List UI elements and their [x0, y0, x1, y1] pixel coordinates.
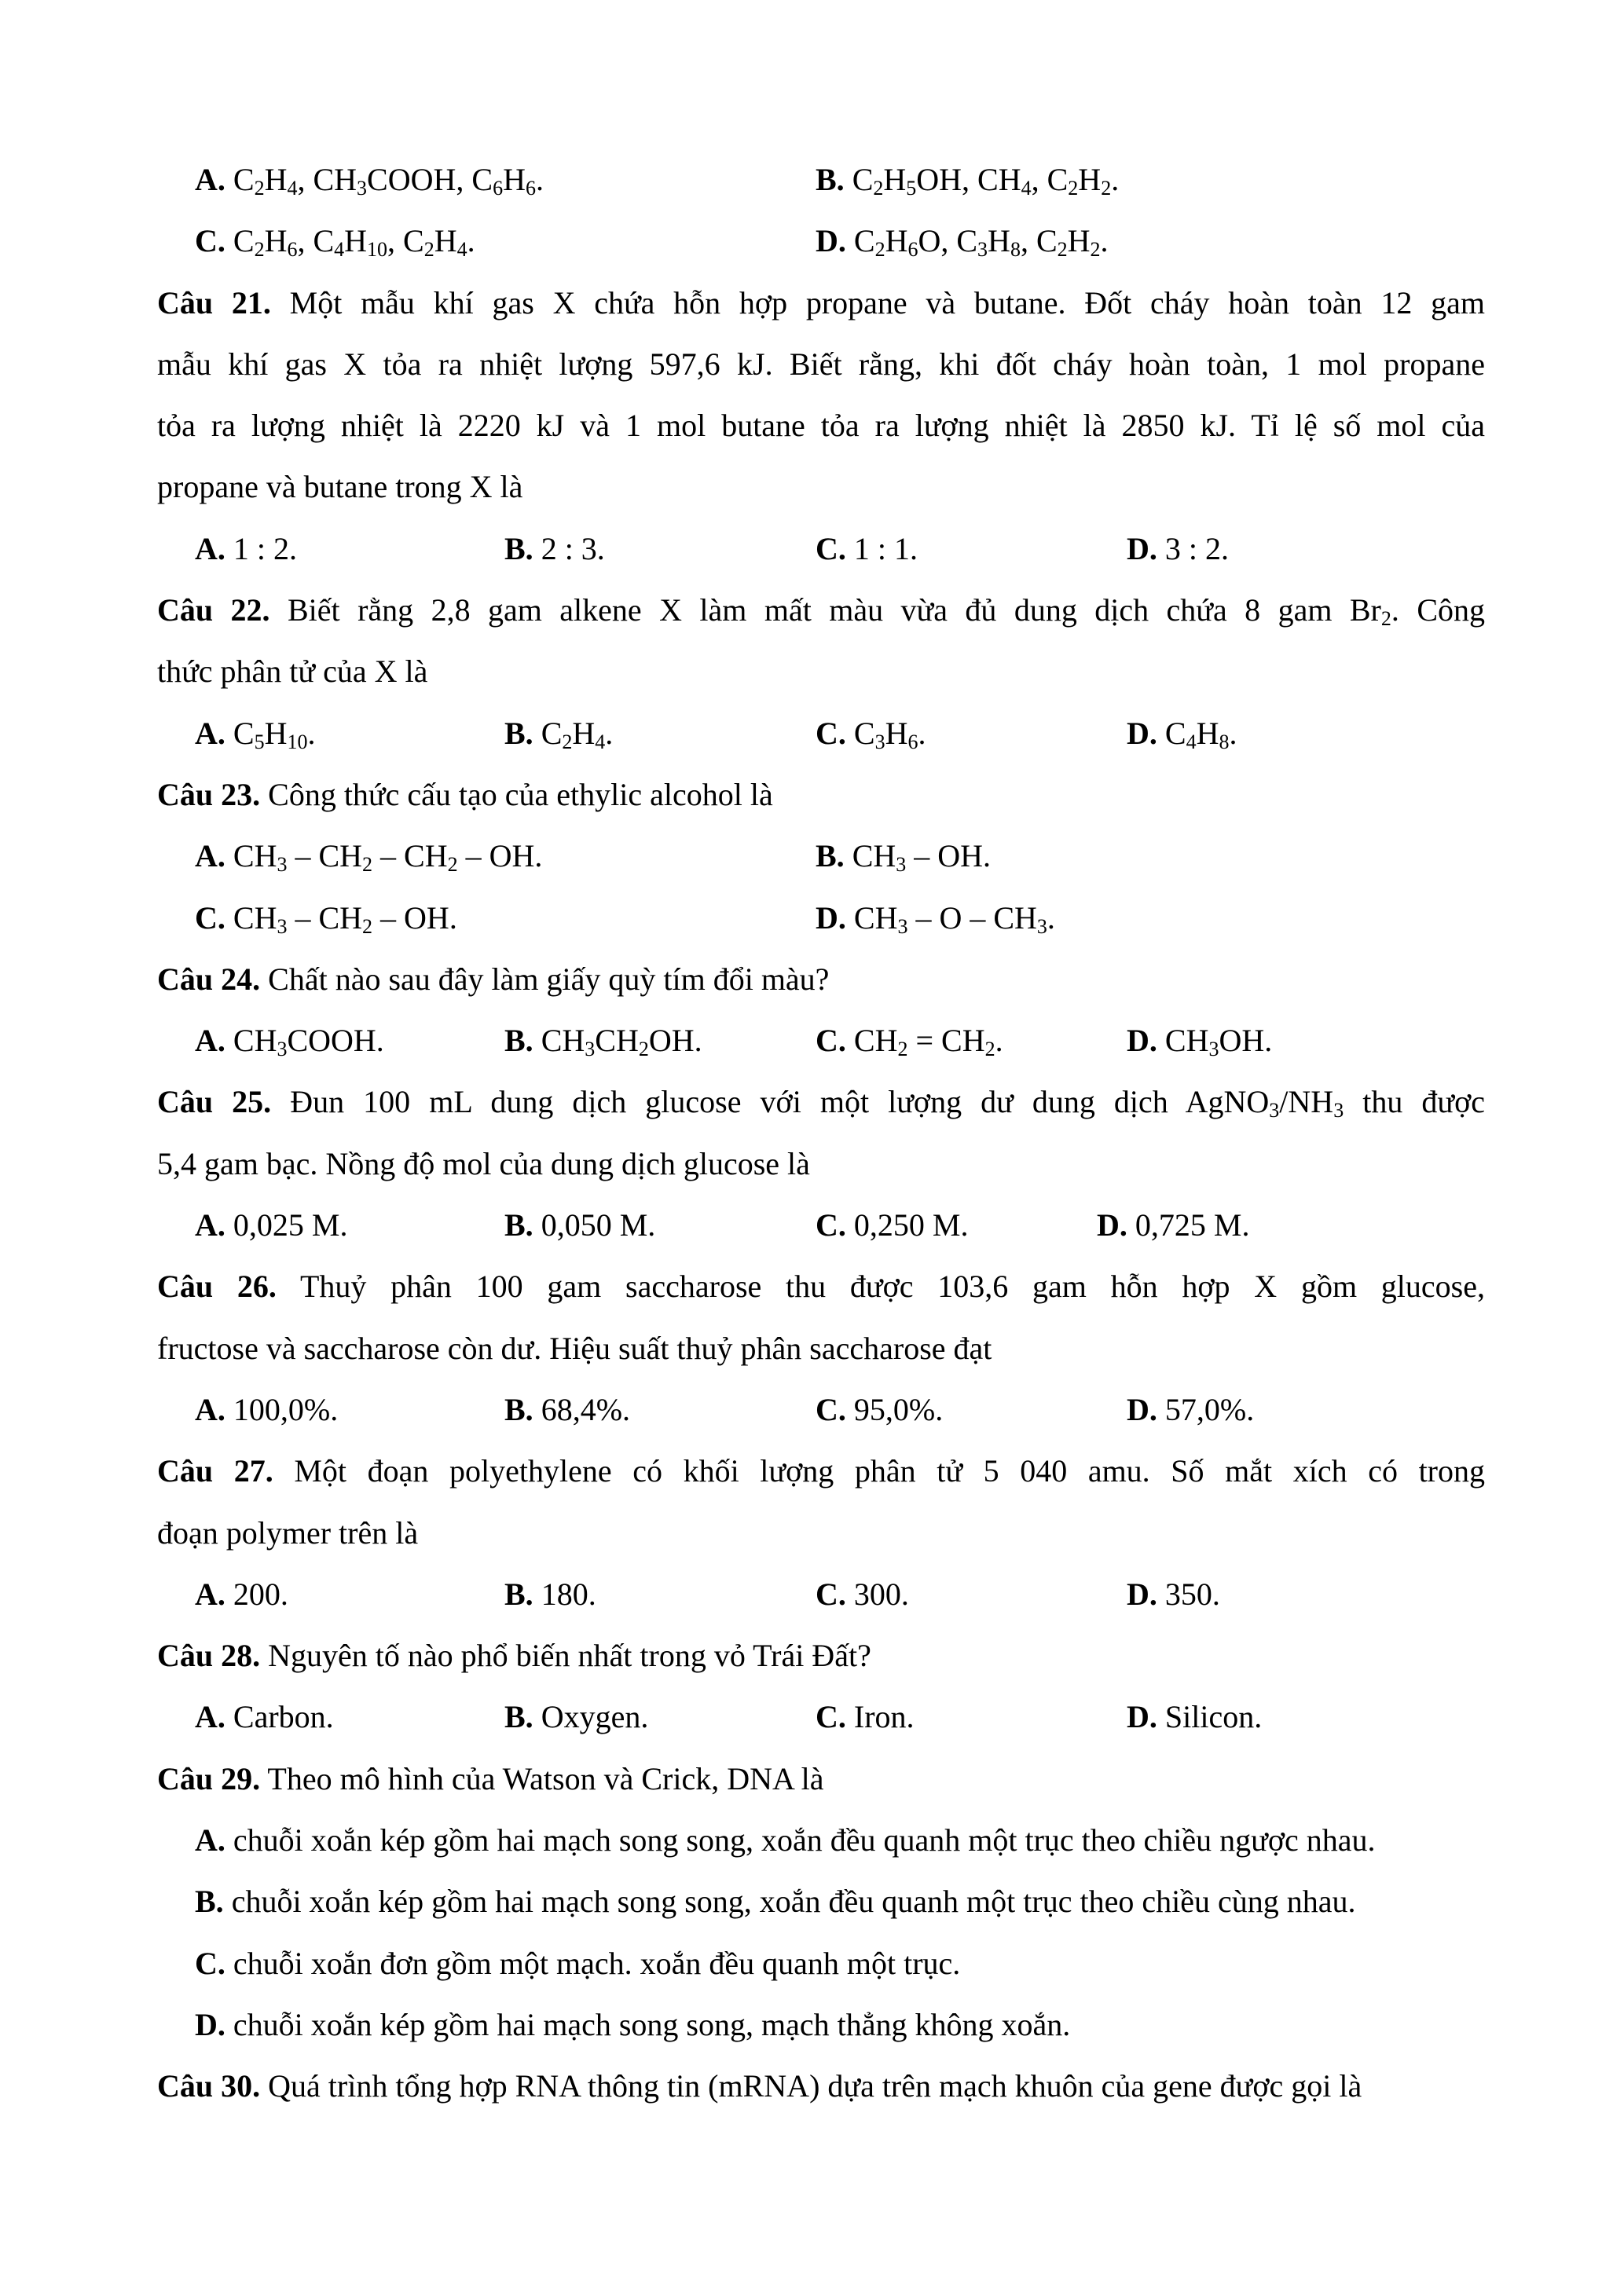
option-text: 0,250 M. [845, 1207, 969, 1243]
option-text: $C_4H_8$. [1157, 715, 1237, 753]
option-letter: C. [816, 1699, 846, 1735]
answer-option[interactable] [816, 1195, 968, 1256]
options-row [157, 1933, 1485, 1994]
question-stem: Quá trình tổng hợp RNA thông tin (mRNA) dựa trên mạch khuôn của gene được gọi là [260, 2068, 1362, 2104]
option-text: $C_3H_6$. [845, 715, 926, 753]
question-number: Câu 25. [157, 1084, 272, 1120]
answer-option[interactable] [816, 149, 1119, 211]
answer-option[interactable] [504, 1195, 655, 1256]
question-text-line [157, 1133, 1485, 1195]
option-text: 1 : 2. [225, 530, 298, 566]
option-letter: A. [195, 1576, 225, 1612]
question-text-line [157, 395, 1485, 456]
answer-option[interactable] [195, 1195, 347, 1256]
answer-option[interactable] [504, 703, 613, 764]
option-text: chuỗi xoắn kép gồm hai mạch song song, mạch thẳng không xoắn. [225, 2006, 1071, 2042]
question-stem: đoạn polymer trên là [157, 1514, 419, 1551]
answer-option[interactable] [195, 1379, 338, 1441]
question-stem: mẫu khí gas X tỏa ra nhiệt lượng 597,6 kJ. Biết rằng, khi đốt cháy hoàn toàn, 1 mol propane [157, 346, 1485, 382]
option-letter: B. [504, 715, 533, 751]
option-text: 200. [225, 1576, 288, 1612]
answer-option[interactable] [504, 518, 605, 580]
answer-option[interactable] [1127, 1010, 1272, 1071]
option-text: Oxygen. [533, 1699, 649, 1735]
option-letter: D. [1127, 715, 1157, 751]
options-row [157, 826, 1485, 887]
answer-option[interactable] [816, 888, 1055, 949]
answer-option[interactable] [195, 1810, 1376, 1871]
answer-option[interactable] [816, 1010, 1003, 1071]
exam-page [157, 149, 1485, 2118]
option-letter: A. [195, 162, 225, 197]
option-letter: C. [816, 715, 846, 751]
answer-option[interactable] [195, 826, 542, 887]
option-letter: B. [504, 1207, 533, 1243]
options-row [157, 1994, 1485, 2056]
answer-option[interactable] [504, 1686, 648, 1748]
answer-option[interactable] [504, 1010, 702, 1071]
question-number: Câu 26. [157, 1269, 277, 1305]
answer-option[interactable] [195, 211, 475, 272]
answer-option[interactable] [816, 211, 1109, 272]
option-text: $C_2H_4$. [533, 715, 614, 753]
option-text: 57,0%. [1157, 1391, 1255, 1427]
option-text: chuỗi xoắn kép gồm hai mạch song song, xoắn đều quanh một trục theo chiều cùng nhau. [223, 1884, 1356, 1920]
option-letter: A. [195, 1822, 225, 1858]
option-text: 0,725 M. [1127, 1207, 1250, 1243]
answer-option[interactable] [1127, 703, 1237, 764]
answer-option[interactable] [816, 703, 926, 764]
answer-option[interactable] [195, 1871, 1355, 1932]
option-letter: B. [816, 838, 845, 874]
question-stem: fructose và saccharose còn dư. Hiệu suất thuỷ phân saccharose đạt [157, 1330, 992, 1366]
option-letter: B. [504, 1023, 533, 1059]
option-text: $C_2H_4$, $CH_3COOH$, $C_6H_6$. [225, 162, 544, 200]
option-letter: D. [1127, 1391, 1157, 1427]
option-letter: D. [1127, 530, 1157, 566]
answer-option[interactable] [816, 518, 918, 580]
question-text-line [157, 1749, 1485, 1810]
answer-option[interactable] [504, 1379, 630, 1441]
question-text-line [157, 949, 1485, 1010]
option-letter: A. [195, 530, 225, 566]
question-stem: thức phân tử của X là [157, 654, 428, 690]
answer-option[interactable] [195, 703, 315, 764]
option-letter: D. [1127, 1699, 1157, 1735]
option-text: 68,4%. [533, 1391, 631, 1427]
option-text: chuỗi xoắn đơn gồm một mạch. xoắn đều quanh một trục. [225, 1945, 961, 1981]
option-letter: A. [195, 1391, 225, 1427]
question-number: Câu 29. [157, 1760, 261, 1796]
answer-option[interactable] [816, 1564, 909, 1625]
option-letter: A. [195, 1207, 225, 1243]
option-text: Silicon. [1157, 1699, 1263, 1735]
question-text-line [157, 334, 1485, 395]
option-letter: C. [195, 1945, 225, 1981]
answer-option[interactable] [195, 888, 457, 949]
option-letter: A. [195, 715, 225, 751]
answer-option[interactable] [1127, 518, 1229, 580]
option-text: $C_2H_6$, $C_4H_{10}$, $C_2H_4$. [225, 223, 475, 262]
option-text: $CH_3 - CH_2 - CH_2$ – OH. [225, 838, 543, 877]
option-letter: D. [816, 223, 846, 259]
option-text: chuỗi xoắn kép gồm hai mạch song song, xoắn đều quanh một trục theo chiều ngược nhau. [225, 1822, 1376, 1858]
question-stem: Biết rằng 2,8 gam alkene X làm mất màu vừa đủ dung dịch chứa 8 gam $Br_2$. Công [269, 592, 1485, 631]
answer-option[interactable] [195, 1564, 288, 1625]
options-row [157, 888, 1485, 949]
question-text-line [157, 1256, 1485, 1317]
question-stem: Một đoạn polyethylene có khối lượng phân tử 5 040 amu. Số mắt xích có trong [273, 1453, 1485, 1489]
options-row [157, 1686, 1485, 1748]
question-text-line [157, 2056, 1485, 2117]
question-stem: propane và butane trong X là [157, 469, 523, 505]
option-text: Carbon. [225, 1699, 334, 1735]
question-number: Câu 21. [157, 284, 271, 320]
question-number: Câu 24. [157, 961, 261, 997]
question-stem: Nguyên tố nào phổ biến nhất trong vỏ Trái Đất? [260, 1638, 871, 1674]
options-row [157, 1564, 1485, 1625]
question-number: Câu 22. [157, 592, 270, 628]
option-letter: D. [195, 2006, 225, 2042]
option-letter: C. [816, 1023, 846, 1059]
options-row [157, 1195, 1485, 1256]
answer-option[interactable] [1127, 1379, 1254, 1441]
option-text: 180. [533, 1576, 596, 1612]
option-letter: C. [816, 1576, 846, 1612]
question-stem: Công thức cấu tạo của ethylic alcohol là [260, 776, 773, 812]
question-stem: Một mẫu khí gas X chứa hỗn hợp propane và butane. Đốt cháy hoàn toàn 12 gam [270, 284, 1486, 320]
answer-option[interactable] [504, 1564, 596, 1625]
option-text: 100,0%. [225, 1391, 339, 1427]
question-text-line [157, 1625, 1485, 1686]
question-stem: Chất nào sau đây làm giấy quỳ tím đổi màu? [260, 961, 830, 997]
option-letter: C. [816, 1391, 846, 1427]
option-text: 0,050 M. [533, 1207, 656, 1243]
option-text: 0,025 M. [225, 1207, 348, 1243]
option-text: $CH_3OH$. [1157, 1023, 1273, 1061]
option-text: $CH_3CH_2OH$. [533, 1023, 702, 1061]
answer-option[interactable] [1097, 1195, 1249, 1256]
option-text: 2 : 3. [533, 530, 605, 566]
question-number: Câu 23. [157, 776, 261, 812]
question-number: Câu 27. [157, 1453, 273, 1489]
answer-option[interactable] [816, 1686, 915, 1748]
answer-option[interactable] [816, 1379, 943, 1441]
option-letter: D. [1097, 1207, 1127, 1243]
option-letter: A. [195, 1023, 225, 1059]
question-stem: Thuỷ phân 100 gam saccharose thu được 103,6 gam hỗn hợp X gồm glucose, [276, 1269, 1485, 1305]
option-letter: C. [816, 530, 846, 566]
option-text: 3 : 2. [1157, 530, 1230, 566]
answer-option[interactable] [195, 1994, 1070, 2056]
option-text: 300. [845, 1576, 909, 1612]
option-letter: C. [195, 899, 225, 936]
question-stem: Đun 100 mL dung dịch glucose với một lượng dư dung dịch $AgNO_3/NH_3$ thu được [271, 1084, 1485, 1122]
option-text: $C_2H_6O$, $C_3H_8$, $C_2H_2$. [845, 223, 1109, 262]
options-row [157, 211, 1485, 272]
option-letter: A. [195, 838, 225, 874]
option-text: $CH_3COOH$. [225, 1023, 384, 1061]
option-text: $CH_3$ – OH. [844, 838, 992, 877]
option-letter: D. [816, 899, 846, 936]
option-letter: B. [195, 1884, 224, 1920]
question-text-line [157, 456, 1485, 518]
question-stem: tỏa ra lượng nhiệt là 2220 kJ và 1 mol butane tỏa ra lượng nhiệt là 2850 kJ. Tỉ lệ số mol của [157, 408, 1485, 444]
options-row [157, 1810, 1485, 1871]
answer-option[interactable] [1127, 1686, 1262, 1748]
option-letter: C. [816, 1207, 846, 1243]
answer-option[interactable] [195, 518, 297, 580]
option-text: $C_5H_{10}$. [225, 715, 316, 753]
answer-option[interactable] [195, 149, 544, 211]
option-text: $CH_3$ – O – $CH_3$. [845, 899, 1055, 938]
option-letter: B. [816, 162, 845, 197]
option-text: 95,0%. [845, 1391, 944, 1427]
options-row [157, 1379, 1485, 1441]
question-stem: Theo mô hình của Watson và Crick, DNA là [260, 1760, 824, 1796]
option-text: Iron. [845, 1699, 915, 1735]
question-text-line [157, 641, 1485, 702]
option-letter: B. [504, 1576, 533, 1612]
question-text-line [157, 1503, 1485, 1564]
option-text: $CH_3 - CH_2$ – OH. [225, 899, 457, 938]
answer-option[interactable] [195, 1933, 960, 1994]
answer-option[interactable] [195, 1010, 384, 1071]
options-row [157, 703, 1485, 764]
question-number: Câu 30. [157, 2068, 261, 2104]
options-row [157, 149, 1485, 211]
options-row [157, 518, 1485, 580]
option-text: $CH_2 = CH_2$. [845, 1023, 1003, 1061]
question-text-line [157, 1441, 1485, 1502]
options-row [157, 1871, 1485, 1932]
options-row [157, 1010, 1485, 1071]
answer-option[interactable] [1127, 1564, 1220, 1625]
option-letter: B. [504, 1391, 533, 1427]
question-stem: 5,4 gam bạc. Nồng độ mol của dung dịch glucose là [157, 1145, 810, 1181]
question-number: Câu 28. [157, 1638, 261, 1674]
answer-option[interactable] [195, 1686, 334, 1748]
question-text-line [157, 1318, 1485, 1379]
option-letter: B. [504, 530, 533, 566]
option-text: 1 : 1. [845, 530, 918, 566]
answer-option[interactable] [816, 826, 991, 887]
option-letter: D. [1127, 1576, 1157, 1612]
option-letter: A. [195, 1699, 225, 1735]
option-letter: C. [195, 223, 225, 259]
option-letter: B. [504, 1699, 533, 1735]
question-text-line [157, 764, 1485, 826]
option-letter: D. [1127, 1023, 1157, 1059]
option-text: $C_2H_5OH$, $CH_4$, $C_2H_2$. [844, 162, 1120, 200]
question-text-line [157, 580, 1485, 641]
question-text-line [157, 273, 1485, 334]
question-text-line [157, 1071, 1485, 1133]
option-text: 350. [1157, 1576, 1220, 1612]
